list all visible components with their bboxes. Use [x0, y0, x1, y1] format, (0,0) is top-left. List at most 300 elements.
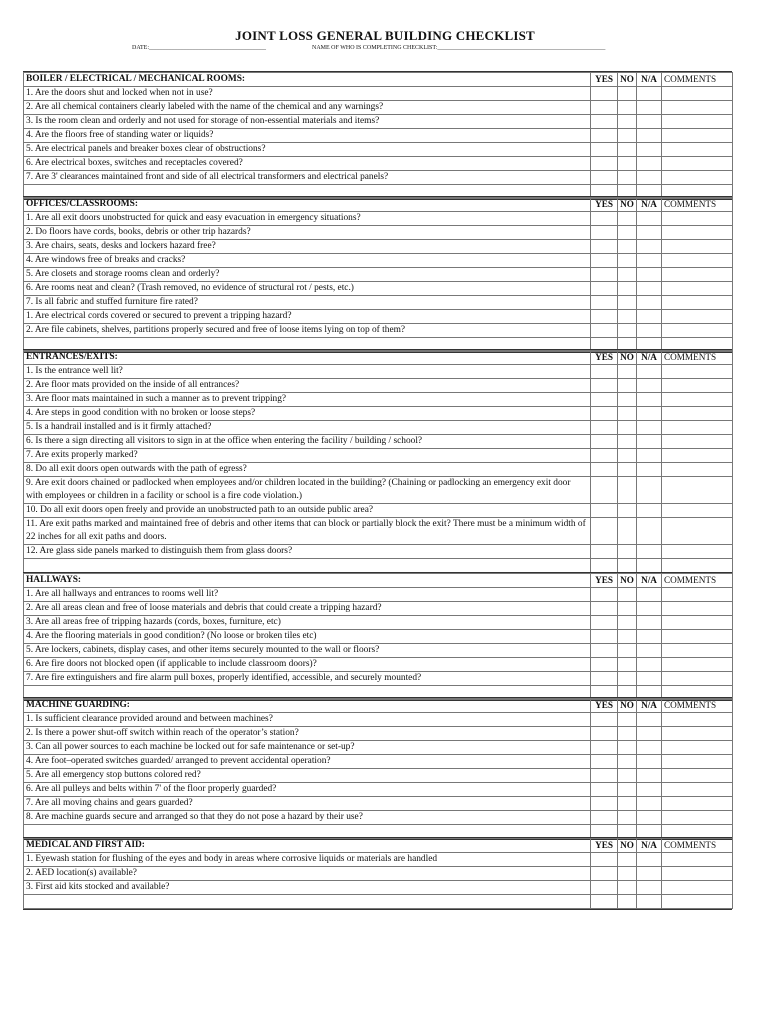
na-checkbox-cell[interactable] [637, 379, 662, 393]
yes-checkbox-cell[interactable] [591, 365, 618, 379]
no-checkbox-cell[interactable] [618, 282, 637, 296]
yes-column-header: YES [591, 351, 618, 365]
yes-checkbox-cell[interactable] [591, 616, 618, 630]
comments-cell[interactable] [662, 449, 733, 463]
comments-cell[interactable] [662, 129, 733, 143]
na-checkbox-cell[interactable] [637, 365, 662, 379]
section-heading: HALLWAYS: [24, 574, 591, 588]
checklist-row [24, 672, 733, 686]
blank-cell[interactable] [637, 895, 662, 909]
blank-row [24, 559, 733, 573]
comments-cell[interactable] [662, 87, 733, 101]
comments-cell[interactable] [662, 588, 733, 602]
comments-cell[interactable] [662, 658, 733, 672]
blank-cell[interactable] [662, 895, 733, 909]
checklist-row [24, 853, 733, 867]
yes-checkbox-cell[interactable] [591, 518, 618, 545]
comments-cell[interactable] [662, 212, 733, 226]
comments-cell[interactable] [662, 602, 733, 616]
comments-cell[interactable] [662, 254, 733, 268]
no-checkbox-cell[interactable] [618, 379, 637, 393]
checklist-question: 1. Are the doors shut and locked when not in use? [24, 87, 591, 101]
yes-checkbox-cell[interactable] [591, 658, 618, 672]
na-checkbox-cell[interactable] [637, 87, 662, 101]
checklist-row [24, 324, 733, 338]
no-checkbox-cell[interactable] [618, 658, 637, 672]
comments-cell[interactable] [662, 379, 733, 393]
yes-column-header: YES [591, 73, 618, 87]
comments-column-header: COMMENTS [662, 351, 733, 365]
checklist-row [24, 87, 733, 101]
checklist-row [24, 630, 733, 644]
yes-checkbox-cell[interactable] [591, 463, 618, 477]
checklist-question: 5. Is a handrail installed and is it firmly attached? [24, 421, 591, 435]
yes-column-header: YES [591, 574, 618, 588]
no-checkbox-cell[interactable] [618, 463, 637, 477]
yes-checkbox-cell[interactable] [591, 240, 618, 254]
no-checkbox-cell[interactable] [618, 630, 637, 644]
na-checkbox-cell[interactable] [637, 463, 662, 477]
checklist-row [24, 602, 733, 616]
yes-checkbox-cell[interactable] [591, 602, 618, 616]
checklist-section [23, 572, 732, 701]
yes-checkbox-cell[interactable] [591, 811, 618, 825]
checklist-row [24, 545, 733, 559]
na-checkbox-cell[interactable] [637, 393, 662, 407]
comments-cell[interactable] [662, 296, 733, 310]
no-checkbox-cell[interactable] [618, 588, 637, 602]
checklist-question: 8. Do all exit doors open outwards with the path of egress? [24, 463, 591, 477]
comments-cell[interactable] [662, 282, 733, 296]
checklist-question: 3. Are all areas free of tripping hazards (cords, boxes, furniture, etc) [24, 616, 591, 630]
page-title: JOINT LOSS GENERAL BUILDING CHECKLIST [235, 28, 535, 43]
no-checkbox-cell[interactable] [618, 477, 637, 504]
yes-checkbox-cell[interactable] [591, 769, 618, 783]
comments-cell[interactable] [662, 171, 733, 185]
yes-checkbox-cell[interactable] [591, 588, 618, 602]
na-checkbox-cell[interactable] [637, 616, 662, 630]
na-checkbox-cell[interactable] [637, 853, 662, 867]
checklist-question: 6. Are fire doors not blocked open (if applicable to include classroom doors)? [24, 658, 591, 672]
checklist-question: 9. Are exit doors chained or padlocked when employees and/or children located in the building? (Chaining or padlocking an emergency exit door with employees or children in a facility or school is a fire code violation.) [24, 477, 591, 504]
yes-column-header: YES [591, 198, 618, 212]
comments-cell[interactable] [662, 421, 733, 435]
na-checkbox-cell[interactable] [637, 282, 662, 296]
yes-checkbox-cell[interactable] [591, 296, 618, 310]
comments-cell[interactable] [662, 881, 733, 895]
no-checkbox-cell[interactable] [618, 713, 637, 727]
comments-cell[interactable] [662, 268, 733, 282]
no-checkbox-cell[interactable] [618, 171, 637, 185]
no-checkbox-cell[interactable] [618, 226, 637, 240]
checklist-question: 5. Are lockers, cabinets, display cases, and other items securely mounted to the wall or floors? [24, 644, 591, 658]
section-heading: BOILER / ELECTRICAL / MECHANICAL ROOMS: [24, 73, 591, 87]
checklist-row [24, 143, 733, 157]
checklist-row [24, 379, 733, 393]
yes-checkbox-cell[interactable] [591, 421, 618, 435]
no-checkbox-cell[interactable] [618, 797, 637, 811]
checklist-question: 4. Are windows free of breaks and cracks? [24, 254, 591, 268]
no-checkbox-cell[interactable] [618, 310, 637, 324]
no-checkbox-cell[interactable] [618, 881, 637, 895]
checklist-question: 5. Are closets and storage rooms clean and orderly? [24, 268, 591, 282]
section-heading: MEDICAL AND FIRST AID: [24, 839, 591, 853]
na-checkbox-cell[interactable] [637, 171, 662, 185]
na-checkbox-cell[interactable] [637, 115, 662, 129]
na-checkbox-cell[interactable] [637, 240, 662, 254]
yes-checkbox-cell[interactable] [591, 157, 618, 171]
comments-column-header: COMMENTS [662, 699, 733, 713]
checklist-row [24, 171, 733, 185]
comments-cell[interactable] [662, 853, 733, 867]
na-checkbox-cell[interactable] [637, 630, 662, 644]
no-checkbox-cell[interactable] [618, 727, 637, 741]
date-field-label[interactable]: DATE:_______________________________________ [132, 45, 266, 51]
na-checkbox-cell[interactable] [637, 644, 662, 658]
yes-checkbox-cell[interactable] [591, 853, 618, 867]
checklist-row [24, 741, 733, 755]
yes-checkbox-cell[interactable] [591, 755, 618, 769]
checklist-question: 7. Are 3' clearances maintained front and side of all electrical transformers and electrical panels? [24, 171, 591, 185]
checklist-question: 10. Do all exit doors open freely and provide an unobstructed path to an outside public area? [24, 504, 591, 518]
yes-checkbox-cell[interactable] [591, 393, 618, 407]
checklist-section [23, 697, 732, 840]
yes-checkbox-cell[interactable] [591, 867, 618, 881]
comments-cell[interactable] [662, 477, 733, 504]
na-checkbox-cell[interactable] [637, 310, 662, 324]
checklist-section [23, 837, 732, 910]
yes-checkbox-cell[interactable] [591, 324, 618, 338]
na-checkbox-cell[interactable] [637, 157, 662, 171]
na-checkbox-cell[interactable] [637, 602, 662, 616]
checklist-question: 4. Are the flooring materials in good condition? (No loose or broken tiles etc) [24, 630, 591, 644]
na-checkbox-cell[interactable] [637, 672, 662, 686]
no-column-header: NO [618, 198, 637, 212]
checklist-row [24, 867, 733, 881]
no-checkbox-cell[interactable] [618, 449, 637, 463]
na-checkbox-cell[interactable] [637, 435, 662, 449]
comments-cell[interactable] [662, 240, 733, 254]
checklist-row [24, 588, 733, 602]
checklist-row [24, 644, 733, 658]
checklist-section [23, 71, 732, 200]
checklist-question: 6. Is there a sign directing all visitors to sign in at the office when entering the facility / building / school? [24, 435, 591, 449]
yes-checkbox-cell[interactable] [591, 435, 618, 449]
comments-cell[interactable] [662, 867, 733, 881]
yes-checkbox-cell[interactable] [591, 87, 618, 101]
na-checkbox-cell[interactable] [637, 296, 662, 310]
checklist-question: 2. Is there a power shut-off switch within reach of the operator’s station? [24, 727, 591, 741]
checklist-row [24, 797, 733, 811]
comments-column-header: COMMENTS [662, 73, 733, 87]
checklist-row [24, 504, 733, 518]
yes-checkbox-cell[interactable] [591, 310, 618, 324]
na-checkbox-cell[interactable] [637, 324, 662, 338]
na-checkbox-cell[interactable] [637, 268, 662, 282]
blank-row [24, 895, 733, 909]
checklist-question: 1. Are electrical cords covered or secured to prevent a tripping hazard? [24, 310, 591, 324]
no-checkbox-cell[interactable] [618, 87, 637, 101]
yes-checkbox-cell[interactable] [591, 212, 618, 226]
yes-checkbox-cell[interactable] [591, 713, 618, 727]
no-checkbox-cell[interactable] [618, 365, 637, 379]
checklist-question: 2. Are file cabinets, shelves, partitions properly secured and free of loose items lying on top of them? [24, 324, 591, 338]
comments-cell[interactable] [662, 435, 733, 449]
na-checkbox-cell[interactable] [637, 783, 662, 797]
no-column-header: NO [618, 73, 637, 87]
no-checkbox-cell[interactable] [618, 783, 637, 797]
na-checkbox-cell[interactable] [637, 867, 662, 881]
checklist-question: 5. Are all emergency stop buttons colored red? [24, 769, 591, 783]
checklist-row [24, 365, 733, 379]
checklist-row [24, 157, 733, 171]
comments-cell[interactable] [662, 811, 733, 825]
no-checkbox-cell[interactable] [618, 421, 637, 435]
no-checkbox-cell[interactable] [618, 129, 637, 143]
checklist-question: 6. Are all pulleys and belts within 7' of the floor properly guarded? [24, 783, 591, 797]
na-checkbox-cell[interactable] [637, 741, 662, 755]
no-checkbox-cell[interactable] [618, 324, 637, 338]
name-field-label[interactable]: NAME OF WHO IS COMPLETING CHECKLIST:________________________________________________________ [312, 45, 606, 51]
yes-checkbox-cell[interactable] [591, 268, 618, 282]
yes-checkbox-cell[interactable] [591, 254, 618, 268]
na-checkbox-cell[interactable] [637, 545, 662, 559]
yes-checkbox-cell[interactable] [591, 407, 618, 421]
yes-checkbox-cell[interactable] [591, 129, 618, 143]
no-checkbox-cell[interactable] [618, 755, 637, 769]
no-checkbox-cell[interactable] [618, 769, 637, 783]
no-checkbox-cell[interactable] [618, 811, 637, 825]
comments-cell[interactable] [662, 769, 733, 783]
comments-cell[interactable] [662, 545, 733, 559]
checklist-row [24, 477, 733, 504]
comments-cell[interactable] [662, 797, 733, 811]
checklist-row [24, 129, 733, 143]
yes-checkbox-cell[interactable] [591, 101, 618, 115]
checklist-question: 1. Are all exit doors unobstructed for quick and easy evacuation in emergency situations? [24, 212, 591, 226]
checklist-question: 2. Are all chemical containers clearly labeled with the name of the chemical and any warnings? [24, 101, 591, 115]
no-checkbox-cell[interactable] [618, 393, 637, 407]
comments-cell[interactable] [662, 226, 733, 240]
na-checkbox-cell[interactable] [637, 449, 662, 463]
na-checkbox-cell[interactable] [637, 727, 662, 741]
section-heading: ENTRANCES/EXITS: [24, 351, 591, 365]
yes-checkbox-cell[interactable] [591, 783, 618, 797]
comments-cell[interactable] [662, 713, 733, 727]
blank-cell[interactable] [591, 559, 618, 573]
comments-cell[interactable] [662, 504, 733, 518]
comments-cell[interactable] [662, 616, 733, 630]
yes-checkbox-cell[interactable] [591, 741, 618, 755]
comments-cell[interactable] [662, 727, 733, 741]
yes-checkbox-cell[interactable] [591, 881, 618, 895]
checklist-row [24, 755, 733, 769]
checklist-question: 1. Is the entrance well lit? [24, 365, 591, 379]
checklist-question: 8. Are machine guards secure and arranged so that they do not pose a hazard by their use? [24, 811, 591, 825]
checklist-question: 6. Are electrical boxes, switches and receptacles covered? [24, 157, 591, 171]
checklist-row [24, 881, 733, 895]
na-column-header: N/A [637, 198, 662, 212]
comments-cell[interactable] [662, 143, 733, 157]
comments-cell[interactable] [662, 755, 733, 769]
checklist-row [24, 407, 733, 421]
na-checkbox-cell[interactable] [637, 421, 662, 435]
na-checkbox-cell[interactable] [637, 755, 662, 769]
comments-cell[interactable] [662, 310, 733, 324]
blank-cell [24, 895, 591, 909]
checklist-row [24, 310, 733, 324]
no-checkbox-cell[interactable] [618, 853, 637, 867]
yes-checkbox-cell[interactable] [591, 143, 618, 157]
comments-column-header: COMMENTS [662, 839, 733, 853]
checklist-row [24, 713, 733, 727]
comments-cell[interactable] [662, 518, 733, 545]
yes-column-header: YES [591, 699, 618, 713]
yes-checkbox-cell[interactable] [591, 644, 618, 658]
yes-checkbox-cell[interactable] [591, 504, 618, 518]
na-checkbox-cell[interactable] [637, 769, 662, 783]
no-checkbox-cell[interactable] [618, 672, 637, 686]
na-checkbox-cell[interactable] [637, 811, 662, 825]
na-checkbox-cell[interactable] [637, 518, 662, 545]
no-checkbox-cell[interactable] [618, 867, 637, 881]
comments-cell[interactable] [662, 672, 733, 686]
na-checkbox-cell[interactable] [637, 226, 662, 240]
no-checkbox-cell[interactable] [618, 268, 637, 282]
na-checkbox-cell[interactable] [637, 881, 662, 895]
checklist-question: 4. Are steps in good condition with no broken or loose steps? [24, 407, 591, 421]
no-checkbox-cell[interactable] [618, 407, 637, 421]
checklist-row [24, 727, 733, 741]
checklist-question: 2. Are all areas clean and free of loose materials and debris that could create a tripping hazard? [24, 602, 591, 616]
no-checkbox-cell[interactable] [618, 602, 637, 616]
checklist-row [24, 421, 733, 435]
na-checkbox-cell[interactable] [637, 407, 662, 421]
checklist-question: 12. Are glass side panels marked to distinguish them from glass doors? [24, 545, 591, 559]
checklist-question: 2. Do floors have cords, books, debris or other trip hazards? [24, 226, 591, 240]
checklist-row [24, 616, 733, 630]
no-column-header: NO [618, 351, 637, 365]
yes-checkbox-cell[interactable] [591, 449, 618, 463]
no-checkbox-cell[interactable] [618, 115, 637, 129]
na-checkbox-cell[interactable] [637, 797, 662, 811]
blank-cell[interactable] [618, 559, 637, 573]
checklist-question: 3. Can all power sources to each machine be locked out for safe maintenance or set-up? [24, 741, 591, 755]
na-checkbox-cell[interactable] [637, 658, 662, 672]
na-column-header: N/A [637, 351, 662, 365]
yes-checkbox-cell[interactable] [591, 797, 618, 811]
checklist-row [24, 658, 733, 672]
yes-checkbox-cell[interactable] [591, 226, 618, 240]
no-checkbox-cell[interactable] [618, 240, 637, 254]
comments-cell[interactable] [662, 463, 733, 477]
na-checkbox-cell[interactable] [637, 129, 662, 143]
checklist-row [24, 115, 733, 129]
no-checkbox-cell[interactable] [618, 296, 637, 310]
checklist-question: 6. Are rooms neat and clean? (Trash removed, no evidence of structural rot / pests, etc.) [24, 282, 591, 296]
na-checkbox-cell[interactable] [637, 713, 662, 727]
no-checkbox-cell[interactable] [618, 545, 637, 559]
no-checkbox-cell[interactable] [618, 518, 637, 545]
yes-checkbox-cell[interactable] [591, 727, 618, 741]
checklist-question: 11. Are exit paths marked and maintained free of debris and other items that can block or partially block the exit? There must be a minimum width of 22 inches for all exit paths and doors. [24, 518, 591, 545]
no-checkbox-cell[interactable] [618, 741, 637, 755]
comments-cell[interactable] [662, 365, 733, 379]
yes-checkbox-cell[interactable] [591, 282, 618, 296]
checklist-row [24, 769, 733, 783]
comments-cell[interactable] [662, 407, 733, 421]
checklist-row [24, 811, 733, 825]
comments-cell[interactable] [662, 324, 733, 338]
na-checkbox-cell[interactable] [637, 588, 662, 602]
na-checkbox-cell[interactable] [637, 254, 662, 268]
checklist-question: 2. Are floor mats provided on the inside of all entrances? [24, 379, 591, 393]
yes-checkbox-cell[interactable] [591, 545, 618, 559]
yes-column-header: YES [591, 839, 618, 853]
yes-checkbox-cell[interactable] [591, 630, 618, 644]
no-checkbox-cell[interactable] [618, 254, 637, 268]
no-checkbox-cell[interactable] [618, 616, 637, 630]
no-checkbox-cell[interactable] [618, 157, 637, 171]
comments-cell[interactable] [662, 157, 733, 171]
na-checkbox-cell[interactable] [637, 212, 662, 226]
comments-cell[interactable] [662, 783, 733, 797]
blank-cell[interactable] [591, 895, 618, 909]
yes-checkbox-cell[interactable] [591, 672, 618, 686]
blank-cell[interactable] [618, 895, 637, 909]
no-checkbox-cell[interactable] [618, 101, 637, 115]
comments-cell[interactable] [662, 393, 733, 407]
na-checkbox-cell[interactable] [637, 143, 662, 157]
comments-cell[interactable] [662, 630, 733, 644]
no-checkbox-cell[interactable] [618, 212, 637, 226]
comments-cell[interactable] [662, 115, 733, 129]
no-checkbox-cell[interactable] [618, 143, 637, 157]
na-checkbox-cell[interactable] [637, 477, 662, 504]
yes-checkbox-cell[interactable] [591, 171, 618, 185]
na-column-header: N/A [637, 699, 662, 713]
no-checkbox-cell[interactable] [618, 504, 637, 518]
checklist-row [24, 268, 733, 282]
checklist-question: 5. Are electrical panels and breaker boxes clear of obstructions? [24, 143, 591, 157]
blank-cell[interactable] [637, 559, 662, 573]
comments-cell[interactable] [662, 644, 733, 658]
checklist-row [24, 783, 733, 797]
checklist-question: 4. Are foot–operated switches guarded/ arranged to prevent accidental operation? [24, 755, 591, 769]
na-column-header: N/A [637, 839, 662, 853]
checklist-question: 3. Is the room clean and orderly and not used for storage of non-essential materials and items? [24, 115, 591, 129]
na-checkbox-cell[interactable] [637, 504, 662, 518]
na-checkbox-cell[interactable] [637, 101, 662, 115]
checklist-row [24, 296, 733, 310]
na-column-header: N/A [637, 574, 662, 588]
yes-checkbox-cell[interactable] [591, 379, 618, 393]
comments-cell[interactable] [662, 741, 733, 755]
yes-checkbox-cell[interactable] [591, 477, 618, 504]
yes-checkbox-cell[interactable] [591, 115, 618, 129]
blank-cell[interactable] [662, 559, 733, 573]
checklist-row [24, 518, 733, 545]
checklist-question: 7. Are exits properly marked? [24, 449, 591, 463]
checklist-row [24, 101, 733, 115]
comments-cell[interactable] [662, 101, 733, 115]
checklist-question: 1. Are all hallways and entrances to rooms well lit? [24, 588, 591, 602]
no-checkbox-cell[interactable] [618, 435, 637, 449]
checklist-question: 3. Are chairs, seats, desks and lockers hazard free? [24, 240, 591, 254]
no-checkbox-cell[interactable] [618, 644, 637, 658]
checklist-question: 1. Eyewash station for flushing of the eyes and body in areas where corrosive liquids or materials are handled [24, 853, 591, 867]
checklist-row [24, 254, 733, 268]
